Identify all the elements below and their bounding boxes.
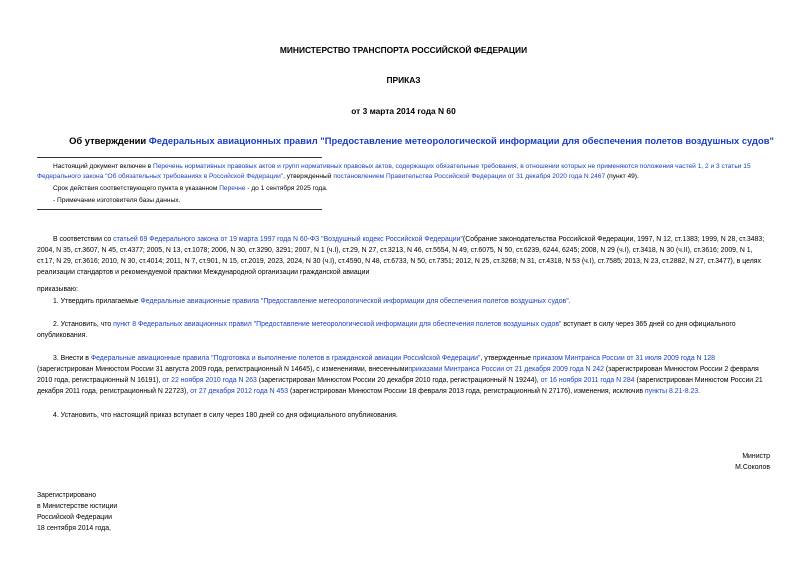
editor-note — [37, 162, 771, 206]
item2-point8-link[interactable]: пункт 8 Федеральных авиационных правил "Предоставление метеорологической информации для обеспечения полетов воздушных судов" — [113, 321, 562, 328]
doc-date-number: от 3 марта 2014 года N 60 — [351, 106, 456, 116]
note-text: , утвержденный — [283, 173, 334, 180]
signature-position: Министр — [742, 453, 770, 460]
ministry-name: МИНИСТЕРСТВО ТРАНСПОРТА РОССИЙСКОЙ ФЕДЕРАЦИИ — [279, 45, 528, 55]
registration-line-4: 18 сентября 2014 года, — [37, 525, 111, 532]
item-text: , утвержденные — [480, 355, 533, 362]
registration-block — [37, 490, 237, 534]
item-text: (зарегистрирован Минюстом России 21 декабря 2011 года, регистрационный N 22723), — [37, 377, 763, 395]
order-item-3 — [37, 353, 771, 397]
item3-order284-link[interactable]: от 16 ноября 2011 года N 284 — [540, 377, 635, 384]
note-text: Срок действия соответствующего пункта в указанном — [53, 185, 220, 192]
item-text: 2. Установить, что — [53, 321, 114, 328]
order-item-4: 4. Установить, что настоящий приказ вступает в силу через 180 дней со дня официального опубликования. — [53, 412, 398, 419]
note-text: (пункт 49). — [605, 173, 639, 180]
item3-order128-link[interactable]: приказом Минтранса России от 31 июля 2009 года N 128 — [532, 355, 715, 362]
item-text: . — [698, 388, 701, 395]
preamble-text: В соответствии со — [53, 236, 114, 243]
note-paragraph-1 — [37, 162, 771, 182]
item-text: 1. Утвердить прилагаемые — [53, 298, 141, 305]
order-item-2 — [37, 319, 771, 341]
registration-line-2: в Министерстве юстиции — [37, 503, 118, 510]
item-text: (зарегистрирован Минюстом России 2 февраля 2010 года, регистрационный N 16191), — [37, 366, 759, 384]
note-paragraph-3: - Примечание изготовителя базы данных. — [53, 197, 181, 204]
note-paragraph-2 — [37, 184, 771, 194]
item3-order263-link[interactable]: от 22 ноября 2010 года N 263 — [162, 377, 257, 384]
note-text: Настоящий документ включен в — [53, 163, 153, 170]
signature-name: М.Соколов — [735, 464, 770, 471]
note-list-link[interactable]: Перечень нормативных правовых актов и групп нормативных правовых актов, содержащих обязательные требования, в отношении которых не применяются положения частей 1, 2 и 3 статьи 15 Федерального закона "Об обязательных требованиях в Российской Федерации" — [37, 163, 751, 180]
item-text: 3. Внести в — [53, 355, 91, 362]
item1-rules-link[interactable]: Федеральные авиационные правила "Предоставление метеорологической информации для обеспечения полетов воздушных судов" — [140, 298, 569, 305]
registration-line-3: Российской Федерации — [37, 514, 112, 521]
item3-rules-link[interactable]: Федеральные авиационные правила "Подготовка и выполнение полетов в гражданской авиации Российской Федерации" — [90, 355, 481, 362]
title-prefix: Об утверждении — [69, 135, 149, 146]
item-text: . — [568, 298, 571, 305]
item3-order242-link[interactable]: приказами Минтранса России от 21 декабря 2009 года N 242 — [408, 366, 604, 373]
air-code-link[interactable]: статьей 69 Федерального закона от 19 марта 1997 года N 60-ФЗ "Воздушный кодекс Российской Федерации" — [113, 236, 463, 243]
note-decree-link[interactable]: постановлением Правительства Российской Федерации от 31 декабря 2020 года N 2467 — [333, 173, 606, 180]
preamble-text: (Собрание законодательства Российской Федерации, 1997, N 12, ст.1383; 1999, N 28, ст.3483; 2004, N 35, ст.3607, N 45, ст.4377; 2005, N 13, ст.1078; 2006, N 30, ст.3290, 3291; 2007, N 1 (ч.I), ст.29, N 27, ст.3213, N 46, ст.5554, N 49, ст.6075, N 50, ст.6239, 6244, 6245; 2008, N 29 (ч.I), ст.3418, N 30 (ч.II), ст.3616; 2009, N 1, ст.17, N 29, ст.3616; 2010, N 30, ст.4014; 2011, N 7, ст.901, N 15, ст.2019, 2023, 2024, N 30 (ч.I), ст.4590, N 48, ст.6733, N 50, ст.7351; 2012, N 25, ст.3268; N 31, ст.4318, N 53 (ч.I), ст.7585; 2013, N 23, ст.2882, N 27, ст.3477), в целях реализации стандартов и рекомендуемой практики Международной организации гражданской авиации — [37, 236, 765, 276]
note-perechen-link[interactable]: Перечне — [219, 185, 246, 192]
item-text: (зарегистрирован Минюстом России 18 февраля 2013 года, регистрационный N 27176), изменения, исключив — [288, 388, 645, 395]
preamble — [37, 234, 771, 278]
item3-order453-link[interactable]: от 27 декабря 2012 года N 453 — [190, 388, 289, 395]
order-item-1 — [37, 296, 771, 307]
signature — [600, 451, 770, 473]
registration-line-1: Зарегистрировано — [37, 492, 97, 499]
item-text: (зарегистрирован Минюстом России 31 августа 2009 года, регистрационный N 14645), с изменениями, внесенными — [37, 366, 409, 373]
item-text: вступает в силу через 365 дней со дня официального опубликования. — [37, 321, 736, 339]
note-text: - до 1 сентября 2025 года. — [245, 185, 328, 192]
doc-title — [36, 135, 807, 146]
note-top-divider — [37, 157, 322, 158]
item-text: (зарегистрирован Минюстом России 20 декабря 2010 года, регистрационный N 19244), — [256, 377, 541, 384]
item3-points-link[interactable]: пункты 8.21-8.23 — [644, 388, 699, 395]
doc-type: ПРИКАЗ — [386, 75, 421, 85]
title-link[interactable]: Федеральных авиационных правил "Предоставление метеорологической информации для обеспечения полетов воздушных судов" — [148, 135, 774, 146]
note-bottom-divider — [37, 209, 322, 210]
orders-label: приказываю: — [37, 286, 78, 293]
